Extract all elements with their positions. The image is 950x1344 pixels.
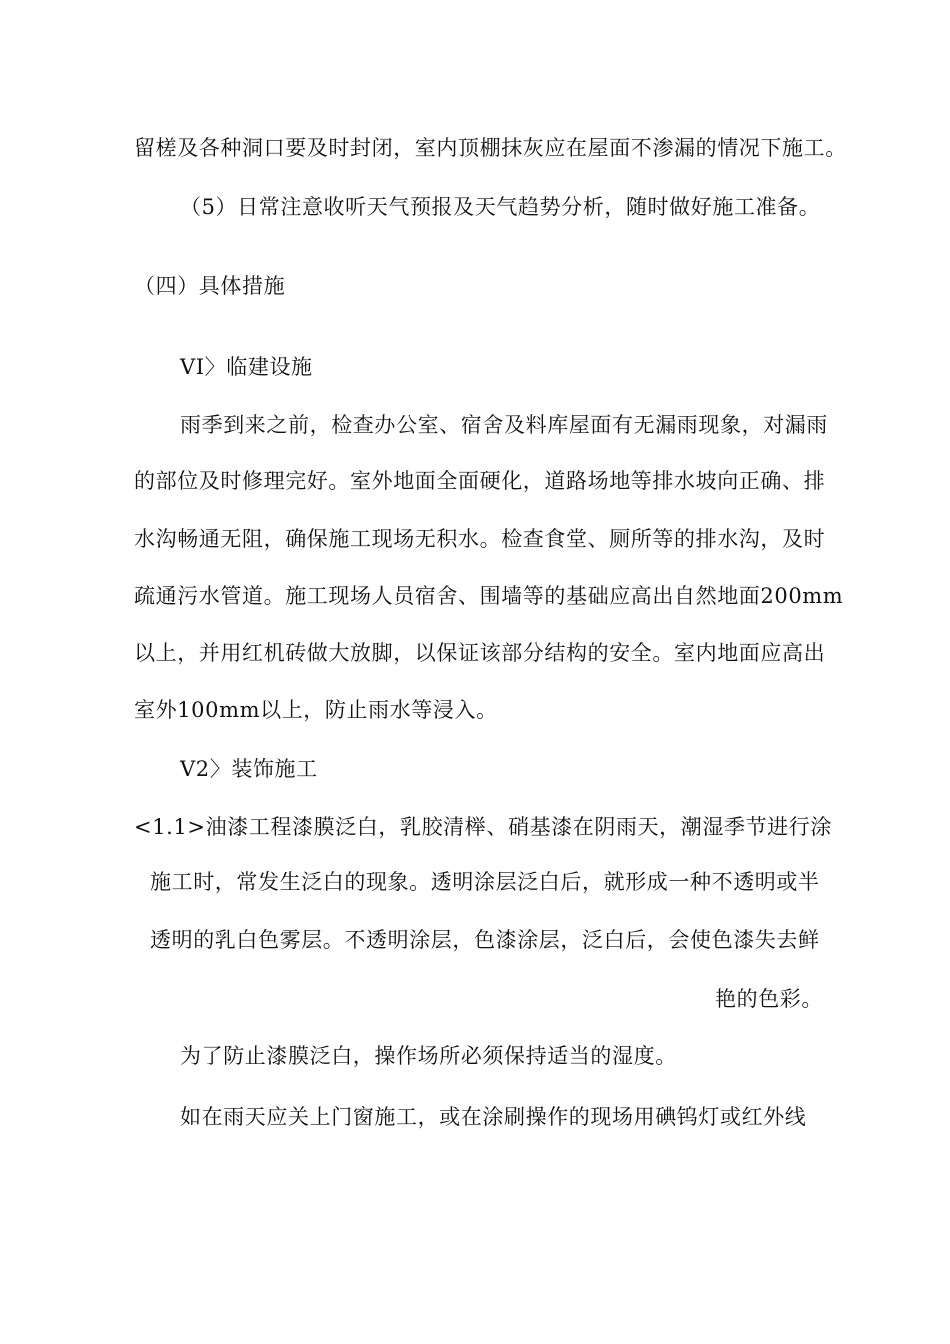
subheading-temporary-facilities: VI〉临建设施	[180, 355, 313, 379]
paragraph-line-12: 如在雨天应关上门窗施工，或在涂刷操作的现场用碘钨灯或红外线	[180, 1105, 807, 1129]
paragraph-line-10: 艳的色彩。	[715, 987, 823, 1011]
paragraph-line-7: 室外100mm以上，防止雨水等浸入。	[134, 698, 498, 722]
paragraph-line-11: 为了防止漆膜泛白，操作场所必须保持适当的湿度。	[180, 1044, 677, 1068]
paragraph-line-5: 疏通污水管道。施工现场人员宿舍、围墙等的基础应高出自然地面200mm	[134, 584, 844, 608]
paragraph-line-3: 的部位及时修理完好。室外地面全面硬化，道路场地等排水坡向正确、排	[134, 469, 826, 493]
paragraph-line-1: 留槎及各种洞口要及时封闭，室内顶棚抹灰应在屋面不渗漏的情况下施工。	[134, 136, 847, 160]
subheading-decoration: V2〉装饰施工	[180, 757, 318, 781]
paragraph-line-8: 施工时，常发生泛白的现象。透明涂层泛白后，就形成一种不透明或半	[150, 870, 820, 894]
item-5-weather: （5）日常注意收听天气预报及天气趋势分析，随时做好施工准备。	[180, 195, 821, 219]
item-1-1-paint: <1.1>油漆工程漆膜泛白，乳胶清榉、硝基漆在阴雨天，潮湿季节进行涂	[134, 815, 832, 839]
paragraph-line-6: 以上，并用红机砖做大放脚，以保证该部分结构的安全。室内地面应高出	[134, 641, 826, 665]
section-heading-4: （四）具体措施	[134, 274, 286, 298]
paragraph-line-4: 水沟畅通无阻，确保施工现场无积水。检查食堂、厕所等的排水沟，及时	[134, 527, 826, 551]
paragraph-line-2: 雨季到来之前，检查办公室、宿舍及料库屋面有无漏雨现象，对漏雨	[180, 413, 828, 437]
paragraph-line-9: 透明的乳白色雾层。不透明涂层，色漆涂层，泛白后，会使色漆失去鲜	[150, 928, 820, 952]
